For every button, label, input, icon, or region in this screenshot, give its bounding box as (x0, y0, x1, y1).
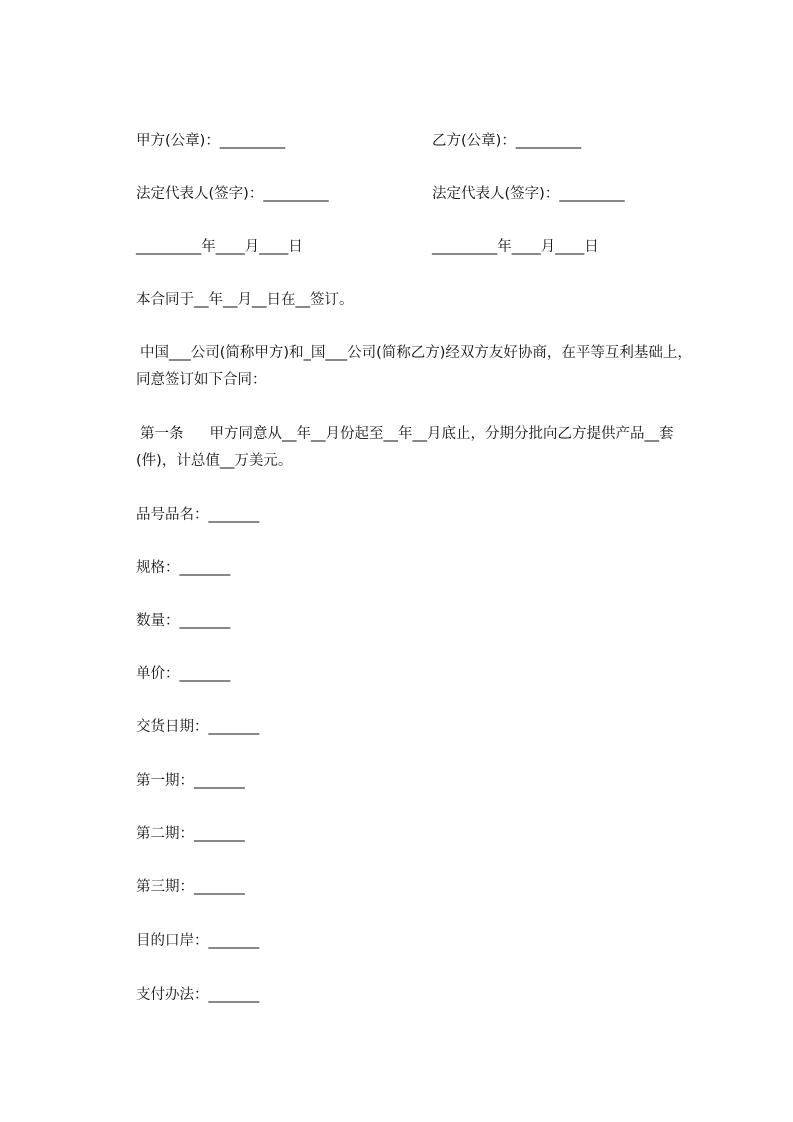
article-1-label: 第一条 (140, 426, 184, 442)
delivery-date-field: 交货日期：_______ (136, 719, 260, 735)
party-b-representative-line: 法定代表人(签字)：_________ (432, 186, 625, 202)
spec-field: 规格：_______ (136, 560, 231, 576)
party-b-seal-line: 乙方(公章)：_________ (432, 133, 582, 149)
party-b-date-line: _________年____月____日 (432, 239, 599, 255)
contract-intro-paragraph: 中国___公司(简称甲方)和_国___公司(简称乙方)经双方友好协商，在平等互利基础上，同意签订如下合同： (136, 345, 692, 388)
article-1-paragraph (136, 421, 706, 475)
unit-price-field: 单价：_______ (136, 666, 231, 682)
destination-port-field: 目的口岸：_______ (136, 933, 260, 949)
payment-method-field: 支付办法：_______ (136, 987, 260, 1003)
article-1-text: 甲方同意从__年__月份起至__年__月底止，分期分批向乙方提供产品__套(件)，计总值__万美元。 (136, 426, 674, 469)
phase-3-field: 第三期：_______ (136, 879, 245, 895)
quantity-field: 数量：_______ (136, 613, 231, 629)
phase-1-field: 第一期：_______ (136, 773, 245, 789)
party-a-representative-line: 法定代表人(签字)：_________ (136, 186, 329, 202)
signing-statement: 本合同于__年__月__日在__签订。 (136, 292, 354, 308)
product-name-field: 品号品名：_______ (136, 507, 260, 523)
phase-2-field: 第二期：_______ (136, 826, 245, 842)
party-a-date-line: _________年____月____日 (136, 239, 303, 255)
party-a-seal-line: 甲方(公章)：_________ (136, 133, 286, 149)
